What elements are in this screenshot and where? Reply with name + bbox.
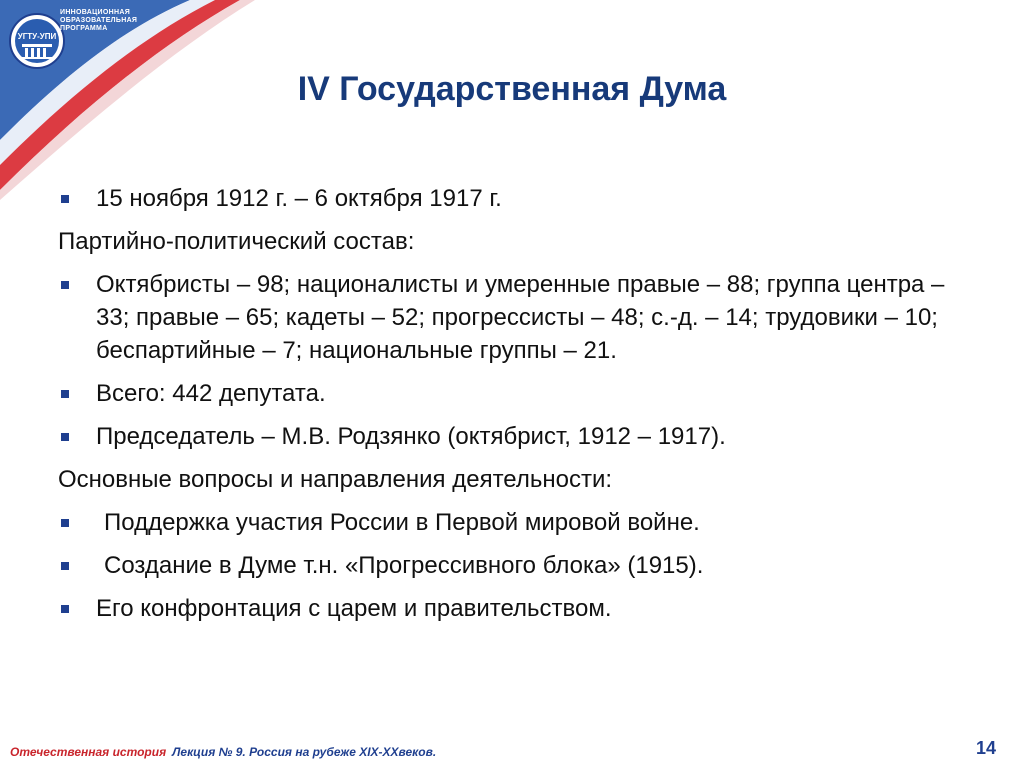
- bullet-square-icon: [61, 519, 69, 527]
- section-heading: [58, 225, 958, 258]
- page-number: 14: [975, 738, 996, 758]
- bullet-text: Октябристы – 98; националисты и умеренные правые – 88; группа центра – 33; правые – 65; кадеты – 52; прогрессисты – 48; с.-д. – 14; трудовики – 10; беспартийные – 7; национальные группы – 21.: [96, 271, 945, 364]
- university-logo: [8, 10, 66, 72]
- bullet-square-icon: [61, 281, 69, 289]
- section-heading: [58, 463, 958, 496]
- footer-course: Отечественная история: [10, 745, 167, 759]
- bullet-item: [58, 377, 958, 410]
- bullet-item: [58, 506, 958, 539]
- slide-content: [58, 182, 958, 635]
- bullet-square-icon: [61, 390, 69, 398]
- bullet-text: Создание в Думе т.н. «Прогрессивного блока» (1915).: [104, 552, 704, 579]
- bullet-text: Его конфронтация с царем и правительством.: [96, 595, 612, 622]
- bullet-item: [58, 268, 958, 367]
- bullet-square-icon: [61, 195, 69, 203]
- bullet-square-icon: [61, 562, 69, 570]
- footer-lecture: Лекция № 9. Россия на рубеже XIX-XXвеков.: [172, 745, 437, 759]
- logo-text: УГТУ-УПИ: [17, 32, 57, 41]
- section-heading-text: Основные вопросы и направления деятельности:: [58, 466, 613, 493]
- bullet-item: [58, 549, 958, 582]
- logo-caption-line: ИННОВАЦИОННАЯ: [60, 9, 131, 16]
- bullet-text: Всего: 442 депутата.: [96, 380, 326, 407]
- bullet-item: [58, 182, 958, 215]
- logo-caption-line: ОБРАЗОВАТЕЛЬНАЯ: [60, 17, 138, 24]
- slide-title: IV Государственная Дума: [297, 70, 727, 108]
- bullet-item: [58, 592, 958, 625]
- bullet-text: Поддержка участия России в Первой мировой войне.: [104, 509, 700, 536]
- slide-footer: [10, 745, 436, 759]
- bullet-text: Председатель – М.В. Родзянко (октябрист, 1912 – 1917).: [96, 423, 726, 450]
- logo-caption-line: ПРОГРАММА: [60, 25, 108, 32]
- bullet-text: 15 ноября 1912 г. – 6 октября 1917 г.: [96, 185, 502, 212]
- bullet-item: [58, 420, 958, 453]
- bullet-square-icon: [61, 433, 69, 441]
- section-heading-text: Партийно-политический состав:: [58, 228, 415, 255]
- bullet-square-icon: [61, 605, 69, 613]
- logo-caption: [60, 9, 140, 33]
